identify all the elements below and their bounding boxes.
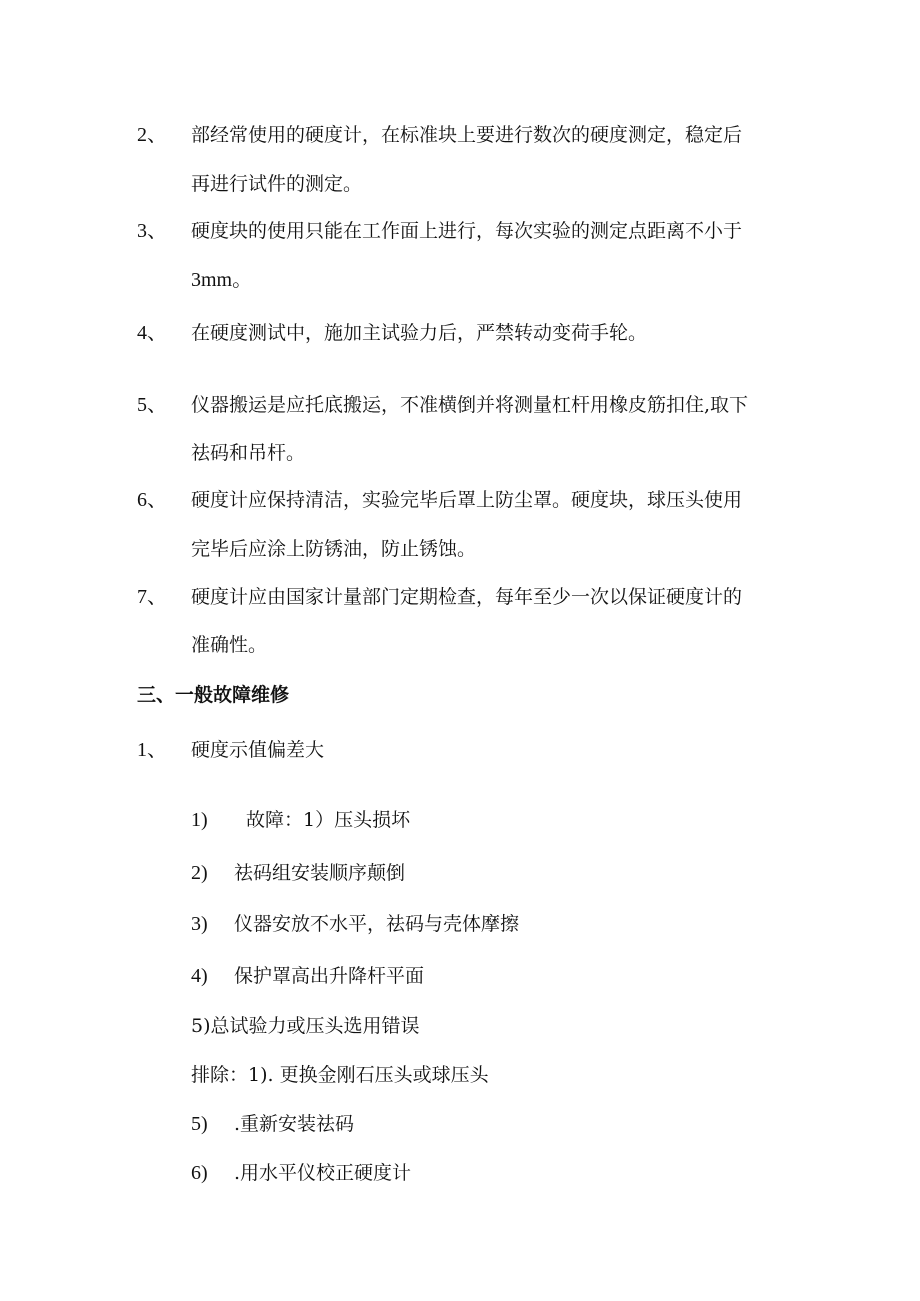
remedy-text: .重新安装祛码 [234,1113,355,1135]
item-text-continued: 准确性。 [191,634,268,656]
item-number: 3、 [137,220,167,242]
remedy-text: .用水平仪校正硬度计 [234,1162,412,1184]
item-number: 2、 [137,124,167,146]
fault-number: 1、 [137,739,167,761]
item-number: 6、 [137,489,167,511]
cause-number: 3) [191,913,208,935]
item-number: 4、 [137,322,167,344]
cause-text: 5)总试验力或压头选用错误 [191,1015,420,1037]
cause-text: 祛码组安装顺序颠倒 [234,862,406,884]
item-text: 硬度计应由国家计量部门定期检查，每年至少一次以保证硬度计的 [191,586,743,608]
cause-text: 仪器安放不水平，祛码与壳体摩擦 [234,913,520,935]
item-text: 在硬度测试中，施加主试验力后，严禁转动变荷手轮。 [191,322,648,344]
cause-number: 2) [191,862,208,884]
item-text-continued: 完毕后应涂上防锈油，防止锈蚀。 [191,538,477,560]
item-text-continued: 祛码和吊杆。 [191,442,306,464]
item-text: 硬度计应保持清洁，实验完毕后罩上防尘罩。硬度块，球压头使用 [191,489,743,511]
item-text: 仪器搬运是应托底搬运，不准横倒并将测量杠杆用橡皮筋扣住,取下 [191,394,749,416]
remedy-number: 6) [191,1162,208,1184]
remedy-number: 5) [191,1113,208,1135]
item-text: 硬度块的使用只能在工作面上进行，每次实验的测定点距离不小于 [191,220,743,242]
cause-text: 保护罩高出升降杆平面 [234,965,425,987]
cause-number: 4) [191,965,208,987]
cause-number: 1) [191,809,208,831]
section-heading: 三、一般故障维修 [137,684,290,706]
fault-title: 硬度示值偏差大 [191,739,325,761]
item-text-continued: 3mm。 [191,269,253,291]
item-text-continued: 再进行试件的测定。 [191,173,363,195]
remedy-heading: 排除：1). 更换金刚石压头或球压头 [191,1064,489,1086]
cause-text: 故障：1）压头损坏 [246,809,411,831]
item-number: 5、 [137,394,167,416]
item-text: 部经常使用的硬度计，在标准块上要进行数次的硬度测定，稳定后 [191,124,743,146]
item-number: 7、 [137,586,167,608]
